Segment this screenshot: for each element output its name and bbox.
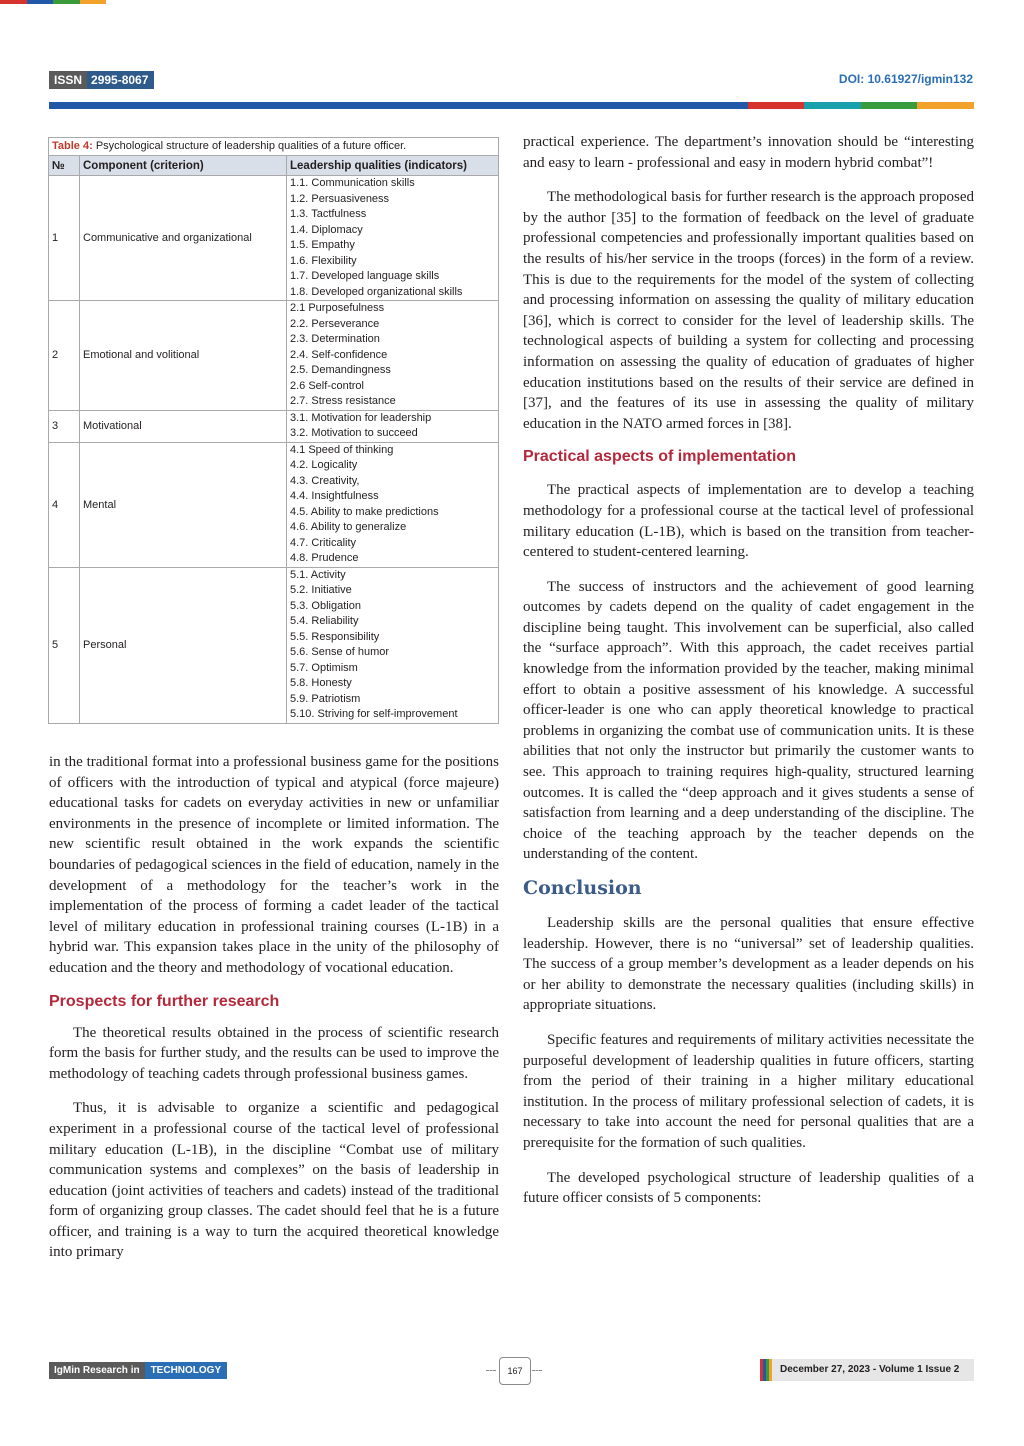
body-paragraph: Thus, it is advisable to organize a scientific and pedagogical experiment in a professional course of the tactical level of professional military education (L-1B), in the discipline “Combat use of military communication systems and complexes” on the basis of leadership in education (joint activities of teachers and cadets) instead of the traditional form of organizing group classes. The cadet should feel that he is a future officer, and training is a way to turn the acquired theoretical knowledge into primary [49, 1100, 499, 1261]
body-paragraph: Specific features and requirements of military activities necessitate the purposeful development of leadership qualities in future officers, starting from the period of their training in a higher military educational institution. In the process of military professional selection of cadets, it is necessary to take into account the need for personal qualities that are a prerequisite for the formation of such qualities. [523, 1031, 974, 1151]
row-qualities [287, 567, 499, 723]
right-column [523, 132, 974, 1209]
table-row [49, 567, 499, 723]
quality-item: 2.7. Stress resistance [290, 395, 396, 407]
quality-item: 5.1. Activity [290, 568, 346, 581]
row-qualities [287, 442, 499, 567]
quality-item: 2.2. Perseverance [290, 317, 380, 330]
quality-item: 3.2. Motivation to succeed [290, 427, 418, 439]
quality-item: 5.2. Initiative [290, 584, 352, 596]
row-component: Emotional and volitional [80, 301, 287, 411]
row-qualities [287, 410, 499, 442]
quality-item: 2.4. Self-confidence [290, 348, 388, 361]
issue-color-bars [760, 1359, 772, 1381]
body-paragraph: Leadership skills are the personal qualities that ensure effective leadership. However, there is no “universal” set of leadership qualities. The success of a group member’s development as a leader depends on his or her ability to demonstrate the necessary qualities (including skills) in appropriate situations. [523, 915, 974, 1014]
quality-item: 4.3. Creativity, [290, 474, 360, 487]
table-row [49, 176, 499, 301]
body-paragraph: in the traditional format into a professional business game for the positions of officers with the introduction of typical and atypical (force majeure) educational tasks for cadets on everyday activities in new or unfamiliar environments in the presence of incomplete or limited information. The new scientific result obtained in the work expands the scientific boundaries of pedagogical sciences in the field of education, namely in the development of a methodology for the teacher’s work in the implementation of the process of forming a cadet leader of the tactical level of military education in professional training courses (L-1B) in a hybrid war. This expansion takes place in the unity of the philosophy of education and the theory and methodology of vocational education. [49, 754, 499, 976]
table-row [49, 442, 499, 567]
left-column [49, 752, 499, 1263]
journal-badge [49, 1362, 227, 1379]
quality-item: 5.8. Honesty [290, 677, 352, 689]
table-caption [49, 138, 499, 156]
issn-label: ISSN [49, 71, 87, 89]
quality-item: 1.5. Empathy [290, 239, 355, 251]
quality-item: 5.3. Obligation [290, 599, 361, 612]
table-caption-label: Table 4: [52, 140, 93, 152]
table-header-number: № [49, 156, 80, 176]
issue-badge [760, 1359, 974, 1381]
quality-item: 4.6. Ability to generalize [290, 521, 407, 533]
header-color-bar [49, 102, 974, 109]
page-number-rule-right [532, 1370, 542, 1372]
leadership-structure-table [48, 137, 499, 724]
quality-item: 4.4. Insightfulness [290, 490, 379, 502]
quality-item: 5.7. Optimism [290, 661, 358, 674]
body-paragraph: practical experience. The department’s innovation should be “interesting and easy to learn - professional and easy in modern hybrid combat”! [523, 134, 974, 171]
quality-item: 4.7. Criticality [290, 536, 357, 549]
quality-item: 1.1. Communication skills [290, 177, 415, 189]
row-number: 2 [49, 301, 80, 411]
row-qualities [287, 301, 499, 411]
quality-item: 1.2. Persuasiveness [290, 192, 390, 205]
journal-subject: TECHNOLOGY [145, 1362, 228, 1379]
row-qualities [287, 176, 499, 301]
quality-item: 1.3. Tactfulness [290, 208, 367, 220]
quality-item: 2.1 Purposefulness [290, 302, 385, 314]
row-component: Motivational [80, 410, 287, 442]
quality-item: 1.7. Developed language skills [290, 270, 440, 282]
issue-date: December 27, 2023 - Volume 1 Issue 2 [772, 1359, 974, 1381]
quality-item: 5.4. Reliability [290, 615, 359, 627]
section-heading-conclusion: Conclusion [523, 877, 642, 899]
issn-badge [49, 71, 154, 89]
quality-item: 4.2. Logicality [290, 459, 358, 471]
row-component: Communicative and organizational [80, 176, 287, 301]
issn-value: 2995-8067 [87, 71, 154, 89]
body-paragraph: The theoretical results obtained in the process of scientific research form the basis for further study, and the results can be used to improve the methodology of teaching cadets through professional business games. [49, 1024, 499, 1082]
page-number-rule-left [486, 1370, 496, 1372]
quality-item: 5.6. Sense of humor [290, 646, 390, 658]
row-number: 5 [49, 567, 80, 723]
table-caption-text: Psychological structure of leadership qualities of a future officer. [92, 140, 407, 152]
quality-item: 5.9. Patriotism [290, 692, 361, 705]
table-row [49, 301, 499, 411]
row-number: 3 [49, 410, 80, 442]
table-header-component: Component (criterion) [80, 156, 287, 176]
quality-item: 3.1. Motivation for leadership [290, 411, 432, 424]
table-row [49, 410, 499, 442]
quality-item: 2.3. Determination [290, 333, 380, 345]
body-paragraph: The methodological basis for further research is the approach proposed by the author [35] to the formation of feedback on the level of graduate professional competencies and professionally important qualities based on the results of his/her service in the troops (forces) in the form of a review. This is due to the requirements for the model of the system of collecting and processing information on assessing the quality of military education [36], which is correct to consider for the level of leadership skills. The technological aspects of building a system for collecting and processing information on assessing the quality of education of graduates of higher education institutions based on the results of their service are defined in [37], and the features of its use in assessing the quality of military education in the NATO armed forces in [38]. [523, 189, 974, 432]
row-component: Personal [80, 567, 287, 723]
body-paragraph: The success of instructors and the achievement of good learning outcomes by cadets depend on the quality of cadet engagement in the discipline being taught. This involvement can be superficial, also called the “surface approach”. With this approach, the cadet receives partial knowledge from the information provided by the teacher, making minimal effort to obtain a positive assessment of his knowledge. A successful officer-leader is one who can apply theoretical knowledge to practical problems in organizing the combat use of communication units. It is these abilities that not only the instructor but primarily the customer wants to see. This approach to training requires high-quality, structured learning outcomes. It is called the “deep approach and it gives students a sense of satisfaction from learning and a deep understanding of the discipline. The choice of the teaching approach by the teacher depends on the understanding of the content. [523, 578, 974, 863]
table-header-qualities: Leadership qualities (indicators) [287, 156, 499, 176]
quality-item: 5.5. Responsibility [290, 630, 380, 643]
quality-item: 1.6. Flexibility [290, 254, 357, 267]
top-color-stripe [0, 0, 106, 4]
quality-item: 4.8. Prudence [290, 552, 359, 564]
doi-link[interactable]: DOI: 10.61927/igmin132 [838, 72, 973, 86]
section-heading-prospects: Prospects for further research [49, 992, 280, 1010]
row-component: Mental [80, 442, 287, 567]
quality-item: 4.1 Speed of thinking [290, 443, 394, 456]
quality-item: 5.10. Striving for self-improvement [290, 708, 458, 720]
journal-label: IgMin Research in [49, 1362, 145, 1379]
quality-item: 1.8. Developed organizational skills [290, 285, 463, 298]
row-number: 4 [49, 442, 80, 567]
quality-item: 1.4. Diplomacy [290, 223, 363, 236]
body-paragraph: The developed psychological structure of leadership qualities of a future officer consists of 5 components: [523, 1169, 974, 1207]
page-number: 167 [499, 1357, 531, 1385]
body-paragraph: The practical aspects of implementation are to develop a teaching methodology for a professional course at the tactical level of professional military education (L-1B), which is based on the transition from teacher-centered to student-centered learning. [523, 482, 974, 561]
quality-item: 4.5. Ability to make predictions [290, 505, 439, 518]
quality-item: 2.6 Self-control [290, 379, 364, 392]
section-heading-practical: Practical aspects of implementation [523, 448, 796, 466]
row-number: 1 [49, 176, 80, 301]
quality-item: 2.5. Demandingness [290, 364, 391, 376]
